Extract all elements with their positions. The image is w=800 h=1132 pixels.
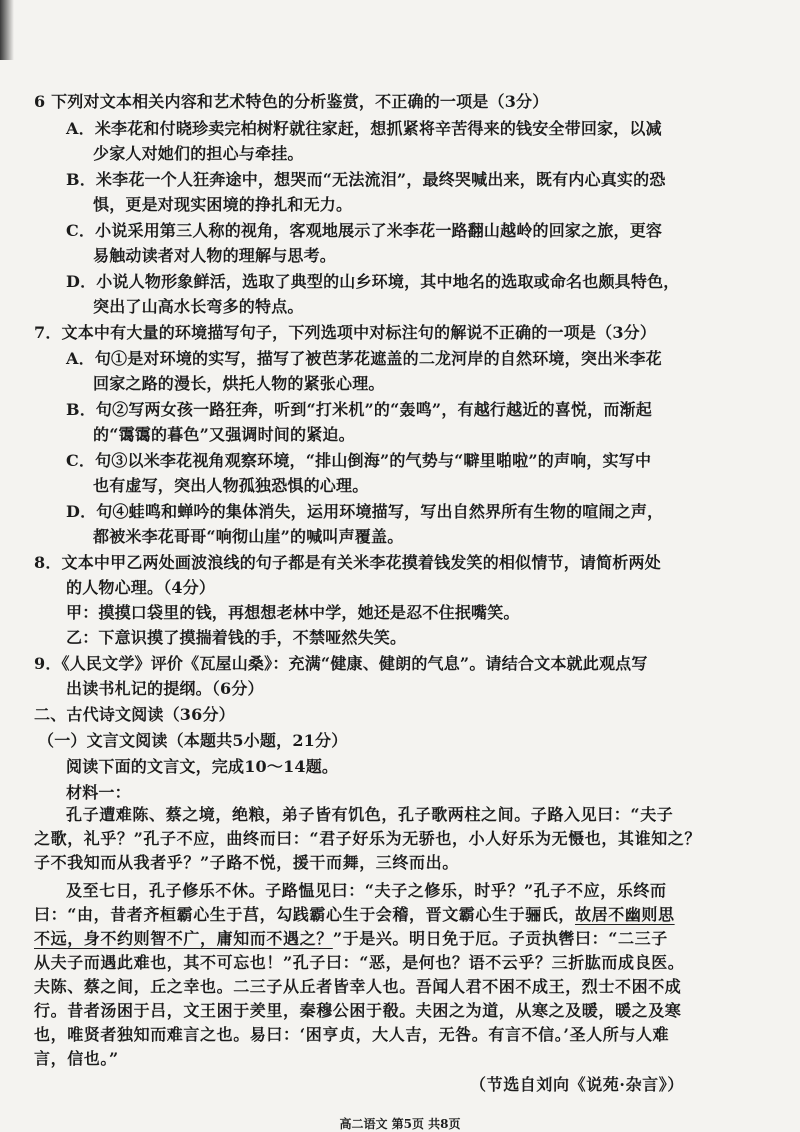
q9-stem-line2: 出读书札记的提纲。（6分） [66,679,264,698]
q8-yi-text: 下意识摸了摸揣着钱的手，不禁哑然失笑。 [98,628,407,647]
section2-instruction: 阅读下面的文言文，完成10～14题。 [66,757,339,776]
q6-option-a-line1: A．米李花和付晓珍卖完柏树籽就往家赶，想抓紧将辛苦得来的钱安全带回家，以减 [66,119,662,138]
material-label: 材料一： [66,783,131,802]
classical-p2-line1: 及至七日，孔子修乐不休。子路愠见曰：“夫子之修乐，时乎？”孔子不应，乐终而 [66,881,667,900]
classical-p2-line3 [34,929,668,949]
classical-source: （节选自刘向《说苑·杂言》） [470,1075,684,1094]
q6-option-b-line1: B．米李花一个人狂奔途中，想哭而“无法流泪”，最终哭喊出来，既有内心真实的恐 [66,170,666,189]
q8-stem-line1: 8．文本中甲乙两处画波浪线的句子都是有关米李花摸着钱发笑的相似情节，请简析两处 [34,553,661,572]
q7-option-a-line2: 回家之路的漫长，烘托人物的紧张心理。 [93,374,385,393]
q7-stem: 7．文本中有大量的环境描写句子，下列选项中对标注句的解说不正确的一项是（3分） [34,323,657,342]
classical-p2-line2 [34,905,675,925]
q6-option-d-line1: D．小说人物形象鲜活，选取了典型的山乡环境，其中地名的选取或命名也颇具特色， [66,272,680,291]
q6-option-c-line1: C．小说采用第三人称的视角，客观地展示了米李花一路翻山越岭的回家之旅，更容 [66,221,663,240]
q6-option-d-line2: 突出了山高水长弯多的特点。 [93,297,304,316]
classical-p2-line5: 夫陈、蔡之间，丘之幸也。二三子从丘者皆幸人也。吾闻人君不困不成王，烈士不困不成 [34,977,682,996]
q8-jia-label: 甲： [66,603,99,622]
q8-stem-line2: 的人物心理。（4分） [66,578,216,597]
classical-p1-line2: 之歌，礼乎？”孔子不应，曲终而曰：“君子好乐为无骄也，小人好乐为无慑也，其谁知之？ [34,829,702,848]
section2-title: 二、古代诗文阅读（36分） [34,705,235,724]
q7-option-d-line2: 都被米李花哥哥“响彻山崖”的喊叫声覆盖。 [93,527,404,546]
classical-p2-line2-a: 曰：“由，昔者齐桓霸心生于莒，勾践霸心生于会稽，晋文霸心生于骊氏， [34,905,576,924]
q9-stem-line1: 9．《人民文学》评价《瓦屋山桑》：充满“健康、健朗的气息”。请结合文本就此观点写 [34,654,648,673]
q8-yi-label: 乙： [66,628,99,647]
q6-option-a-line2: 少家人对她们的担心与牵挂。 [93,144,304,163]
q8-sentence-jia [66,603,520,623]
classical-p2-line4: 从夫子而遇此难也，其不可忘也！”孔子曰：“恶，是何也？语不云乎？三折肱而成良医。 [34,953,685,972]
classical-p2-line7: 也，唯贤者独知而难言之也。易曰：‘困亨贞，大人吉，无咎。有言不信。’圣人所与人难 [34,1025,670,1044]
q6-stem: 6 下列对文本相关内容和艺术特色的分析鉴赏，不正确的一项是（3分） [34,92,549,111]
q8-jia-text: 摸摸口袋里的钱，再想想老林中学，她还是忍不住抿嘴笑。 [98,603,520,622]
page-footer: 高二语文 第5页 共8页 [339,1117,461,1131]
q7-option-d-line1: D．句④蛙鸣和蝉吟的集体消失，运用环境描写，写出自然界所有生物的喧闹之声， [66,502,664,521]
classical-p2-line6: 行。昔者汤困于吕，文王困于羑里，秦穆公困于殽。夫困之为道，从寒之及暖，暖之及寒 [34,1001,682,1020]
q7-option-b-line2: 的“霭霭的暮色”又强调时间的紧迫。 [93,425,355,444]
classical-p2-line3-b: ”于是兴。明日免于厄。子贡执辔曰：“二三子 [332,929,668,948]
q8-sentence-yi [66,628,406,648]
q7-option-c-line1: C．句③以米李花视角观察环境，“排山倒海”的气势与“噼里啪啦”的声响，实写中 [66,451,652,470]
q7-option-b-line1: B．句②写两女孩一路狂奔，听到“打米机”的“轰鸣”，有越行越近的喜悦，而渐起 [66,400,652,419]
classical-p1-line3: 子不我知而从我者乎？”子路不悦，援干而舞，三终而出。 [34,853,459,872]
q7-option-c-line2: 也有虚写，突出人物孤独恐惧的心理。 [93,476,369,495]
underlined-sentence-part1: 故居不幽则思 [575,905,675,924]
section2-subtitle: （一）文言文阅读（本题共5小题，21分） [38,731,348,750]
classical-p1-line1: 孔子遭难陈、蔡之境，绝粮，弟子皆有饥色，孔子歌两柱之间。子路入见曰：“夫子 [66,805,674,824]
classical-p2-line8: 言，信也。” [34,1049,119,1068]
underlined-sentence-part2: 不远，身不约则智不广，庸知而不遇之？ [34,929,333,948]
q6-option-b-line2: 惧，更是对现实困境的挣扎和无力。 [93,195,353,214]
q7-option-a-line1: A．句①是对环境的实写，描写了被芭茅花遮盖的二龙河岸的自然环境，突出米李花 [66,349,662,368]
q6-option-c-line2: 易触动读者对人物的理解与思考。 [93,246,337,265]
